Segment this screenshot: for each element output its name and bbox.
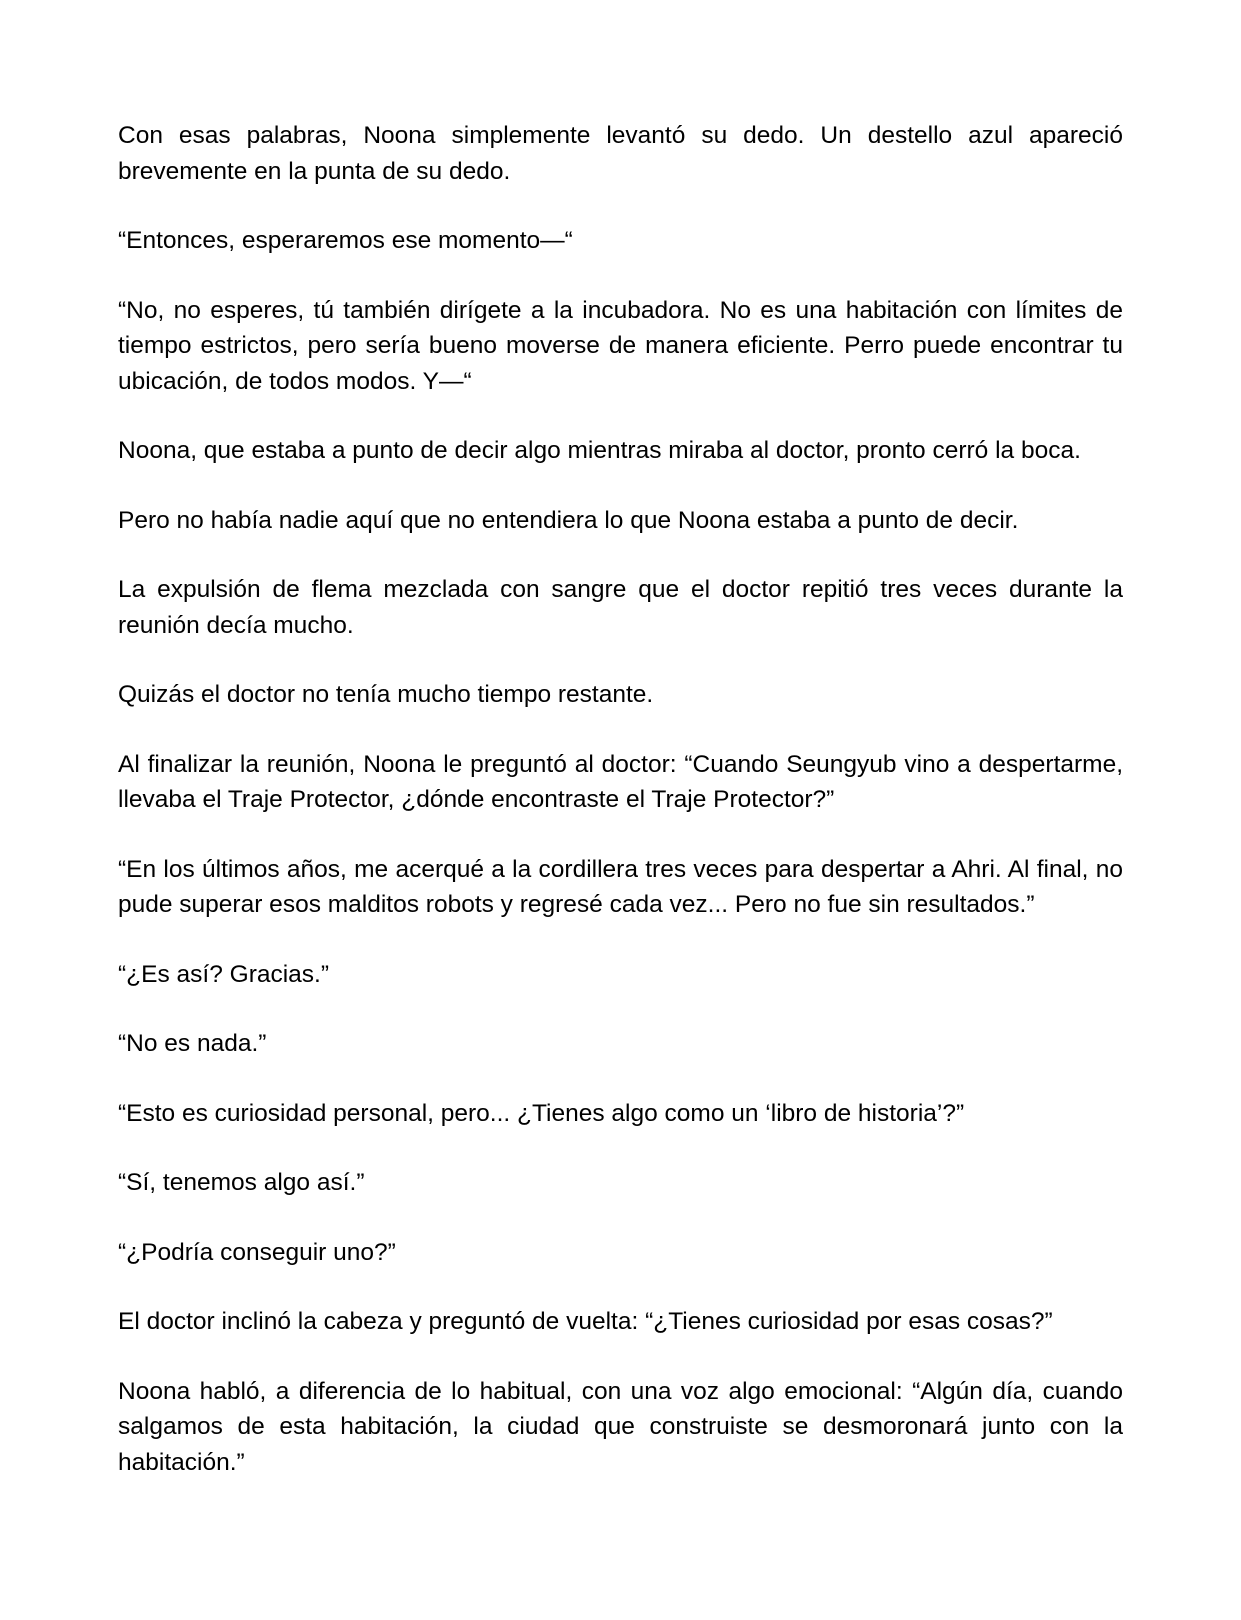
paragraph-12: “Esto es curiosidad personal, pero... ¿Tienes algo como un ‘libro de historia’?” (118, 1099, 965, 1127)
paragraph-14: “¿Podría conseguir uno?” (118, 1238, 396, 1266)
paragraph-13: “Sí, tenemos algo así.” (118, 1169, 365, 1196)
paragraph-1: Con esas palabras, Noona simplemente levantó su dedo. Un destello azul apareció brevemente en la punta de su dedo. (118, 122, 1123, 185)
paragraph-3: “No, no esperes, tú también dirígete a la incubadora. No es una habitación con límites de tiempo estrictos, pero sería bueno moverse de manera eficiente. Perro puede encontrar tu ubicación, de todos modos. Y—“ (118, 296, 1123, 395)
paragraph-4: Noona, que estaba a punto de decir algo mientras miraba al doctor, pronto cerró la boca. (118, 437, 1081, 464)
paragraph-2: “Entonces, esperaremos ese momento—“ (118, 227, 573, 254)
paragraph-15: El doctor inclinó la cabeza y preguntó de vuelta: “¿Tienes curiosidad por esas cosas?” (118, 1308, 1053, 1335)
document-body (118, 118, 1123, 1514)
paragraph-10: “¿Es así? Gracias.” (118, 960, 330, 988)
paragraph-9: “En los últimos años, me acerqué a la cordillera tres veces para despertar a Ahri. Al final, no pude superar esos malditos robots y regresé cada vez... Pero no fue sin resultados.” (118, 855, 1123, 918)
paragraph-11: “No es nada.” (118, 1030, 267, 1057)
paragraph-8: Al finalizar la reunión, Noona le preguntó al doctor: “Cuando Seungyub vino a despertarme, llevaba el Traje Protector, ¿dónde encontraste el Traje Protector?” (118, 750, 1123, 813)
paragraph-5: Pero no había nadie aquí que no entendiera lo que Noona estaba a punto de decir. (118, 506, 1019, 534)
paragraph-16: Noona habló, a diferencia de lo habitual, con una voz algo emocional: “Algún día, cuando salgamos de esta habitación, la ciudad que construiste se desmoronará junto con la habitación.” (118, 1377, 1123, 1476)
paragraph-7: Quizás el doctor no tenía mucho tiempo restante. (118, 681, 654, 708)
paragraph-6: La expulsión de flema mezclada con sangre que el doctor repitió tres veces durante la reunión decía mucho. (118, 576, 1123, 639)
